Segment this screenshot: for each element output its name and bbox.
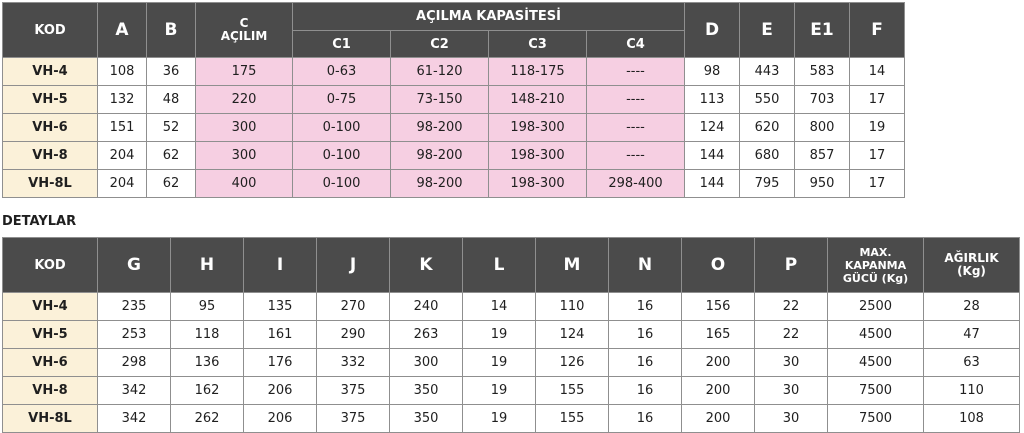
table-cell: 108	[924, 405, 1020, 433]
table-cell: 30	[755, 349, 828, 377]
header-j: J	[317, 238, 390, 293]
table-cell: 162	[171, 377, 244, 405]
table-cell: 200	[682, 349, 755, 377]
table-row	[3, 58, 905, 86]
model-code-cell: VH-5	[3, 321, 98, 349]
capacity-table	[2, 2, 905, 198]
table-cell: 118	[171, 321, 244, 349]
details-table	[2, 237, 1020, 433]
table-cell: 108	[98, 58, 147, 86]
table-cell: 620	[740, 114, 795, 142]
table-cell: ----	[587, 86, 685, 114]
header-max-line1: MAX.	[859, 245, 892, 259]
header-b: B	[147, 3, 196, 58]
table-cell: 144	[685, 142, 740, 170]
table-cell: 16	[609, 405, 682, 433]
table-cell: 16	[609, 321, 682, 349]
table-cell: 126	[536, 349, 609, 377]
table-cell: 298-400	[587, 170, 685, 198]
table-cell: 110	[536, 293, 609, 321]
header-i: I	[244, 238, 317, 293]
model-code-cell: VH-6	[3, 114, 98, 142]
header-max-line2: KAPANMA	[844, 258, 907, 272]
table-cell: 0-75	[293, 86, 391, 114]
table-row	[3, 86, 905, 114]
table-cell: 62	[147, 142, 196, 170]
table-cell: 175	[196, 58, 293, 86]
table-cell: 0-100	[293, 114, 391, 142]
table-cell: 240	[390, 293, 463, 321]
table-cell: 17	[850, 170, 905, 198]
header-f: F	[850, 3, 905, 58]
table-cell: 156	[682, 293, 755, 321]
table-cell: 198-300	[489, 170, 587, 198]
table-cell: 17	[850, 86, 905, 114]
table-cell: 198-300	[489, 114, 587, 142]
table-cell: 583	[795, 58, 850, 86]
table-cell: 795	[740, 170, 795, 198]
table-cell: 290	[317, 321, 390, 349]
table-cell: 151	[98, 114, 147, 142]
header-p: P	[755, 238, 828, 293]
table-cell: 198-300	[489, 142, 587, 170]
header-kod: KOD	[3, 238, 98, 293]
header-c3: C3	[489, 31, 587, 58]
header-e1: E1	[795, 3, 850, 58]
table-cell: 300	[390, 349, 463, 377]
table-cell: 2500	[828, 293, 924, 321]
table-cell: 136	[171, 349, 244, 377]
table-cell: 161	[244, 321, 317, 349]
table-cell: 16	[609, 293, 682, 321]
table-cell: 7500	[828, 377, 924, 405]
table-cell: 36	[147, 58, 196, 86]
header-c1: C1	[293, 31, 391, 58]
table-row	[3, 114, 905, 142]
table-cell: 132	[98, 86, 147, 114]
table-cell: 61-120	[391, 58, 489, 86]
table-cell: 98-200	[391, 114, 489, 142]
table-cell: 30	[755, 377, 828, 405]
table-cell: 155	[536, 377, 609, 405]
table-cell: 206	[244, 405, 317, 433]
table-cell: 16	[609, 349, 682, 377]
table-cell: 375	[317, 377, 390, 405]
header-e: E	[740, 3, 795, 58]
model-code-cell: VH-8L	[3, 170, 98, 198]
table-cell: 28	[924, 293, 1020, 321]
table-row	[3, 349, 1020, 377]
table-cell: 350	[390, 377, 463, 405]
header-d: D	[685, 3, 740, 58]
details-title: DETAYLAR	[2, 214, 77, 229]
table-cell: 16	[609, 377, 682, 405]
table-cell: ----	[587, 142, 685, 170]
table-cell: 110	[924, 377, 1020, 405]
table-cell: 680	[740, 142, 795, 170]
table-cell: 19	[463, 321, 536, 349]
table-cell: 165	[682, 321, 755, 349]
capacity-table-body	[3, 58, 905, 198]
header-o: O	[682, 238, 755, 293]
header-c-line1: C	[239, 16, 249, 30]
table-cell: 332	[317, 349, 390, 377]
table-cell: 0-63	[293, 58, 391, 86]
table-cell: 375	[317, 405, 390, 433]
table-cell: 95	[171, 293, 244, 321]
table-cell: 253	[98, 321, 171, 349]
table-cell: 22	[755, 321, 828, 349]
table-cell: 350	[390, 405, 463, 433]
header-n: N	[609, 238, 682, 293]
table-row	[3, 293, 1020, 321]
table-cell: 124	[536, 321, 609, 349]
model-code-cell: VH-4	[3, 293, 98, 321]
header-l: L	[463, 238, 536, 293]
table-cell: 204	[98, 142, 147, 170]
table-cell: 270	[317, 293, 390, 321]
table-cell: 98-200	[391, 142, 489, 170]
table-row	[3, 405, 1020, 433]
header-agirlik-line1: AĞIRLIK	[944, 251, 999, 265]
table-cell: 300	[196, 114, 293, 142]
table-cell: 17	[850, 142, 905, 170]
table-cell: 22	[755, 293, 828, 321]
table-cell: 443	[740, 58, 795, 86]
table-cell: 0-100	[293, 142, 391, 170]
table-cell: 19	[463, 405, 536, 433]
table-cell: 7500	[828, 405, 924, 433]
table-cell: 950	[795, 170, 850, 198]
table-cell: 98-200	[391, 170, 489, 198]
table-cell: 19	[463, 349, 536, 377]
header-max-kapanma	[828, 238, 924, 293]
table-cell: 200	[682, 377, 755, 405]
header-m: M	[536, 238, 609, 293]
table-cell: 4500	[828, 321, 924, 349]
table-cell: 550	[740, 86, 795, 114]
table-cell: 148-210	[489, 86, 587, 114]
table-cell: 200	[682, 405, 755, 433]
table-row	[3, 321, 1020, 349]
table-cell: 176	[244, 349, 317, 377]
table-cell: 63	[924, 349, 1020, 377]
header-c4: C4	[587, 31, 685, 58]
table-cell: 235	[98, 293, 171, 321]
table-cell: 135	[244, 293, 317, 321]
header-g: G	[98, 238, 171, 293]
table-cell: 62	[147, 170, 196, 198]
table-cell: 342	[98, 405, 171, 433]
header-agirlik	[924, 238, 1020, 293]
table-cell: 19	[463, 377, 536, 405]
table-cell: 262	[171, 405, 244, 433]
table-row	[3, 377, 1020, 405]
table-cell: 263	[390, 321, 463, 349]
table-cell: 14	[850, 58, 905, 86]
table-cell: 0-100	[293, 170, 391, 198]
header-h: H	[171, 238, 244, 293]
table-cell: 155	[536, 405, 609, 433]
table-cell: 204	[98, 170, 147, 198]
table-cell: 48	[147, 86, 196, 114]
model-code-cell: VH-5	[3, 86, 98, 114]
header-k: K	[390, 238, 463, 293]
table-cell: 113	[685, 86, 740, 114]
table-cell: 703	[795, 86, 850, 114]
header-max-line3: GÜCÜ (Kg)	[842, 271, 909, 285]
table-cell: 298	[98, 349, 171, 377]
table-cell: 206	[244, 377, 317, 405]
table-cell: 800	[795, 114, 850, 142]
header-kod: KOD	[3, 3, 98, 58]
table-cell: 124	[685, 114, 740, 142]
table-row	[3, 142, 905, 170]
model-code-cell: VH-8L	[3, 405, 98, 433]
table-cell: 4500	[828, 349, 924, 377]
header-agirlik-line2: (Kg)	[957, 264, 986, 278]
header-c-line2: AÇILIM	[220, 29, 268, 43]
table-cell: 30	[755, 405, 828, 433]
table-cell: 19	[850, 114, 905, 142]
table-cell: 857	[795, 142, 850, 170]
table-cell: 52	[147, 114, 196, 142]
model-code-cell: VH-6	[3, 349, 98, 377]
table-cell: 118-175	[489, 58, 587, 86]
table-row	[3, 170, 905, 198]
header-c2: C2	[391, 31, 489, 58]
header-acilma-kapasitesi: AÇILMA KAPASİTESİ	[293, 3, 685, 31]
table-cell: ----	[587, 58, 685, 86]
table-cell: 400	[196, 170, 293, 198]
table-cell: 300	[196, 142, 293, 170]
table-cell: 47	[924, 321, 1020, 349]
table-cell: 342	[98, 377, 171, 405]
model-code-cell: VH-8	[3, 377, 98, 405]
table-cell: 220	[196, 86, 293, 114]
model-code-cell: VH-4	[3, 58, 98, 86]
header-c-acilim	[196, 3, 293, 58]
model-code-cell: VH-8	[3, 142, 98, 170]
table-cell: 98	[685, 58, 740, 86]
table-cell: ----	[587, 114, 685, 142]
header-a: A	[98, 3, 147, 58]
table-cell: 144	[685, 170, 740, 198]
details-table-body	[3, 293, 1020, 433]
table-cell: 14	[463, 293, 536, 321]
table-cell: 73-150	[391, 86, 489, 114]
